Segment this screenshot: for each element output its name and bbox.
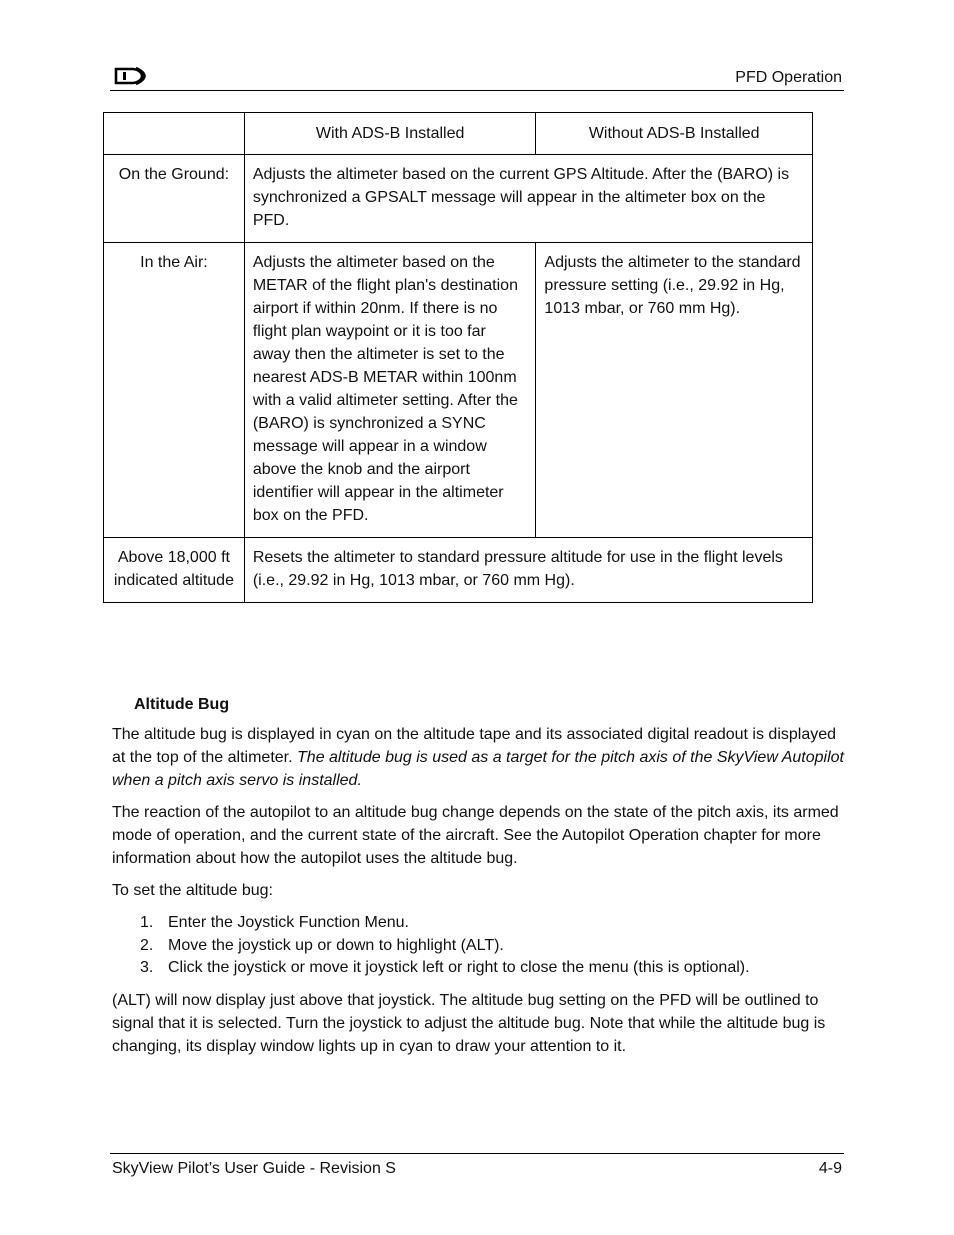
column-header-with-adsb: With ADS-B Installed	[244, 113, 536, 155]
footer-title: SkyView Pilot’s User Guide - Revision S	[112, 1160, 396, 1177]
column-header-without-adsb: Without ADS-B Installed	[536, 113, 813, 155]
dynon-logo-icon	[112, 67, 156, 85]
list-item	[112, 934, 848, 957]
set-altitude-bug-steps	[112, 911, 848, 979]
altitude-bug-paragraph-3: To set the altitude bug:	[112, 882, 273, 899]
page-number: 4-9	[818, 1160, 842, 1177]
table-row	[104, 243, 813, 538]
step-text: Move the joystick up or down to highlight (ALT).	[168, 936, 504, 954]
page-header	[110, 64, 844, 91]
altitude-bug-heading: Altitude Bug	[134, 696, 230, 713]
row-label-air: In the Air:	[104, 243, 245, 538]
list-item	[112, 911, 848, 934]
step-number: 2.	[140, 936, 154, 954]
cell-above-18000: Resets the altimeter to standard pressure altitude for use in the flight levels (i.e., 29.92 in Hg, 1013 mbar, or 760 mm Hg).	[244, 538, 812, 603]
table-row	[104, 155, 813, 243]
page-footer	[110, 1153, 844, 1177]
step-number: 3.	[140, 959, 154, 976]
cell-ground: Adjusts the altimeter based on the current GPS Altitude. After the (BARO) is synchronized a GPSALT message will appear in the altimeter box on the PFD.	[244, 155, 812, 243]
step-text: Click the joystick or move it joystick left or right to close the menu (this is optional).	[168, 959, 750, 976]
section-title: PFD Operation	[735, 69, 842, 86]
altimeter-sync-table	[103, 112, 813, 603]
row-label-above-18000: Above 18,000 ft indicated altitude	[104, 538, 245, 603]
table-row	[104, 538, 813, 603]
paragraph-plain-text: The altitude bug is displayed in cyan on the altitude tape and its associated digital readout is displayed at the top of the altimeter.	[112, 726, 837, 766]
step-text: Enter the Joystick Function Menu.	[168, 914, 409, 931]
table-header-row	[104, 113, 813, 155]
list-item	[112, 956, 848, 979]
cell-air-with-adsb: Adjusts the altimeter based on the METAR of the flight plan's destination airport if within 20nm. If there is no flight plan waypoint or it is too far away then the altimeter is set to the nearest ADS-B METAR within 100nm with a valid altimeter setting. After the (BARO) is synchronized a SYNC message will appear in a window above the knob and the airport identifier will appear in the altimeter box on the PFD.	[244, 243, 536, 538]
altitude-bug-paragraph-4: (ALT) will now display just above that joystick. The altitude bug setting on the PFD will be outlined to signal that it is selected. Turn the joystick to adjust the altitude bug. Note that while the altitude bug is changing, its display window lights up in cyan to draw your attention to it.	[112, 992, 826, 1055]
paragraph-italic-text: The altitude bug is used as a target for the pitch axis of the SkyView Autopilot when a pitch axis servo is installed.	[112, 749, 844, 789]
altitude-bug-paragraph-2: The reaction of the autopilot to an altitude bug change depends on the state of the pitch axis, its armed mode of operation, and the current state of the aircraft. See the Autopilot Operation chapter for more information about how the autopilot uses the altitude bug.	[112, 804, 839, 867]
row-label-ground: On the Ground:	[104, 155, 245, 243]
column-header-empty	[104, 113, 245, 155]
altitude-bug-paragraph-1	[112, 723, 848, 792]
cell-air-without-adsb: Adjusts the altimeter to the standard pressure setting (i.e., 29.92 in Hg, 1013 mbar, or 760 mm Hg).	[536, 243, 813, 538]
step-number: 1.	[140, 914, 154, 931]
